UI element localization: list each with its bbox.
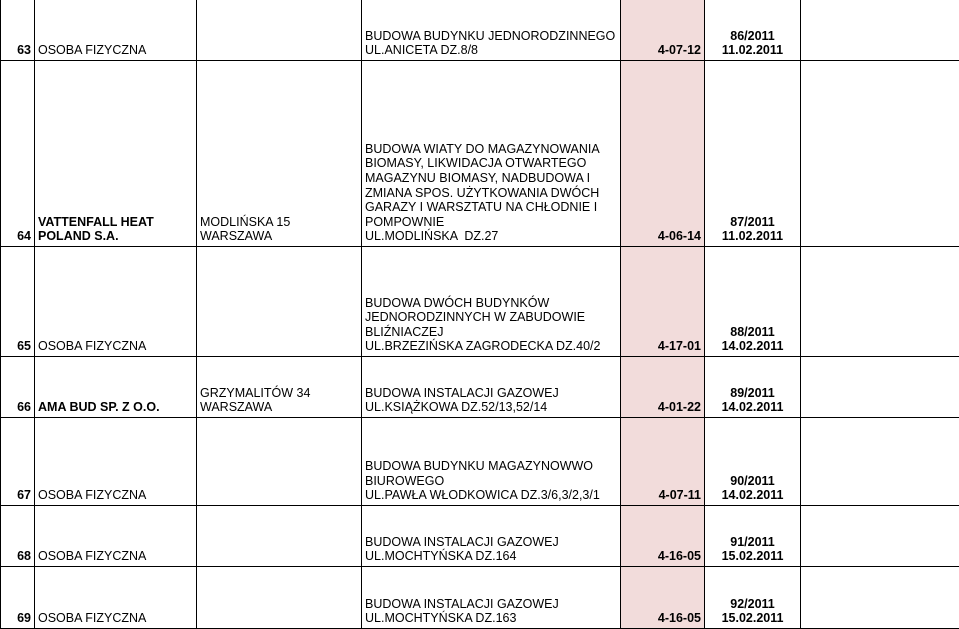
- description-line: UL.KSIĄŻKOWA DZ.52/13,52/14: [365, 400, 617, 415]
- table-row: [1, 418, 959, 506]
- empty-cell: [801, 506, 959, 567]
- description-line: GARAZY I WARSZTATU NA CHŁODNIE I: [365, 200, 617, 215]
- description-cell: [362, 567, 621, 629]
- description-line: BIUROWEGO: [365, 474, 617, 489]
- decision-cell: [705, 357, 801, 418]
- category-code-cell: [621, 357, 705, 418]
- investor-cell: [35, 506, 197, 567]
- decision-number: 91/2011: [708, 535, 797, 550]
- description-line: UL.PAWŁA WŁODKOWICA DZ.3/6,3/2,3/1: [365, 488, 617, 503]
- row-number: [1, 247, 35, 357]
- description-line: UL.MODLIŃSKA DZ.27: [365, 229, 617, 244]
- decision-cell: [705, 0, 801, 61]
- investor-cell: [35, 357, 197, 418]
- address-line: GRZYMALITÓW 34: [200, 386, 358, 401]
- description-line: BUDOWA BUDYNKU JEDNORODZINNEGO: [365, 29, 617, 44]
- description-cell: [362, 357, 621, 418]
- row-number: [1, 506, 35, 567]
- description-line: BUDOWA INSTALACJI GAZOWEJ: [365, 597, 617, 612]
- decision-date: 11.02.2011: [708, 43, 797, 58]
- investor-address-cell: [197, 418, 362, 506]
- description-line: BUDOWA INSTALACJI GAZOWEJ: [365, 535, 617, 550]
- table-row: [1, 61, 959, 247]
- table-body: [1, 0, 959, 629]
- row-number: [1, 61, 35, 247]
- description-line: BUDOWA BUDYNKU MAGAZYNOWWO: [365, 459, 617, 474]
- decision-cell: [705, 506, 801, 567]
- row-number-text: 63: [4, 43, 31, 58]
- empty-cell: [801, 567, 959, 629]
- category-code-cell: [621, 0, 705, 61]
- investor-line: OSOBA FIZYCZNA: [38, 43, 193, 58]
- decision-date: 15.02.2011: [708, 549, 797, 564]
- investor-line: OSOBA FIZYCZNA: [38, 339, 193, 354]
- description-cell: [362, 247, 621, 357]
- empty-cell: [801, 0, 959, 61]
- category-code-cell: [621, 567, 705, 629]
- address-line: WARSZAWA: [200, 400, 358, 415]
- row-number: [1, 0, 35, 61]
- investor-cell: [35, 61, 197, 247]
- row-number-text: 65: [4, 339, 31, 354]
- description-cell: [362, 506, 621, 567]
- category-code: 4-07-12: [624, 43, 701, 58]
- description-cell: [362, 61, 621, 247]
- description-line: BUDOWA WIATY DO MAGAZYNOWANIA: [365, 142, 617, 157]
- investor-address-cell: [197, 247, 362, 357]
- category-code-cell: [621, 247, 705, 357]
- investor-line: POLAND S.A.: [38, 229, 193, 244]
- decision-number: 86/2011: [708, 29, 797, 44]
- row-number: [1, 567, 35, 629]
- row-number-text: 68: [4, 549, 31, 564]
- category-code: 4-16-05: [624, 611, 701, 626]
- decision-date: 14.02.2011: [708, 488, 797, 503]
- decision-cell: [705, 567, 801, 629]
- description-line: ZMIANA SPOS. UŻYTKOWANIA DWÓCH: [365, 186, 617, 201]
- decision-cell: [705, 418, 801, 506]
- address-line: WARSZAWA: [200, 229, 358, 244]
- investor-cell: [35, 418, 197, 506]
- address-line: MODLIŃSKA 15: [200, 215, 358, 230]
- investor-line: OSOBA FIZYCZNA: [38, 549, 193, 564]
- description-line: BIOMASY, LIKWIDACJA OTWARTEGO: [365, 156, 617, 171]
- category-code-cell: [621, 506, 705, 567]
- investor-line: VATTENFALL HEAT: [38, 215, 193, 230]
- description-line: MAGAZYNU BIOMASY, NADBUDOWA I: [365, 171, 617, 186]
- category-code-cell: [621, 418, 705, 506]
- category-code: 4-07-11: [624, 488, 701, 503]
- description-line: BLIŹNIACZEJ: [365, 325, 617, 340]
- description-cell: [362, 418, 621, 506]
- description-line: POMPOWNIE: [365, 215, 617, 230]
- investor-address-cell: [197, 357, 362, 418]
- empty-cell: [801, 247, 959, 357]
- row-number: [1, 418, 35, 506]
- category-code-cell: [621, 61, 705, 247]
- investor-cell: [35, 0, 197, 61]
- investor-cell: [35, 567, 197, 629]
- category-code: 4-16-05: [624, 549, 701, 564]
- decision-number: 90/2011: [708, 474, 797, 489]
- investor-address-cell: [197, 0, 362, 61]
- category-code: 4-06-14: [624, 229, 701, 244]
- decision-number: 87/2011: [708, 215, 797, 230]
- investor-line: AMA BUD SP. Z O.O.: [38, 400, 193, 415]
- table-row: [1, 357, 959, 418]
- decision-date: 15.02.2011: [708, 611, 797, 626]
- category-code: 4-17-01: [624, 339, 701, 354]
- description-line: UL.MOCHTYŃSKA DZ.163: [365, 611, 617, 626]
- investor-cell: [35, 247, 197, 357]
- category-code: 4-01-22: [624, 400, 701, 415]
- description-line: BUDOWA INSTALACJI GAZOWEJ: [365, 386, 617, 401]
- description-line: BUDOWA DWÓCH BUDYNKÓW: [365, 296, 617, 311]
- empty-cell: [801, 61, 959, 247]
- decision-date: 14.02.2011: [708, 339, 797, 354]
- decision-number: 89/2011: [708, 386, 797, 401]
- decision-number: 92/2011: [708, 597, 797, 612]
- description-cell: [362, 0, 621, 61]
- table-row: [1, 567, 959, 629]
- table-row: [1, 247, 959, 357]
- investor-line: OSOBA FIZYCZNA: [38, 488, 193, 503]
- row-number-text: 64: [4, 229, 31, 244]
- investor-address-cell: [197, 567, 362, 629]
- empty-cell: [801, 357, 959, 418]
- description-line: UL.BRZEZIŃSKA ZAGRODECKA DZ.40/2: [365, 339, 617, 354]
- decision-date: 14.02.2011: [708, 400, 797, 415]
- table-row: [1, 0, 959, 61]
- row-number-text: 67: [4, 488, 31, 503]
- decision-date: 11.02.2011: [708, 229, 797, 244]
- investor-address-cell: [197, 61, 362, 247]
- description-line: UL.ANICETA DZ.8/8: [365, 43, 617, 58]
- description-line: UL.MOCHTYŃSKA DZ.164: [365, 549, 617, 564]
- decision-number: 88/2011: [708, 325, 797, 340]
- empty-cell: [801, 418, 959, 506]
- row-number-text: 69: [4, 611, 31, 626]
- row-number-text: 66: [4, 400, 31, 415]
- table-row: [1, 506, 959, 567]
- description-line: JEDNORODZINNYCH W ZABUDOWIE: [365, 310, 617, 325]
- decision-cell: [705, 61, 801, 247]
- investor-line: OSOBA FIZYCZNA: [38, 611, 193, 626]
- investor-address-cell: [197, 506, 362, 567]
- row-number: [1, 357, 35, 418]
- decision-cell: [705, 247, 801, 357]
